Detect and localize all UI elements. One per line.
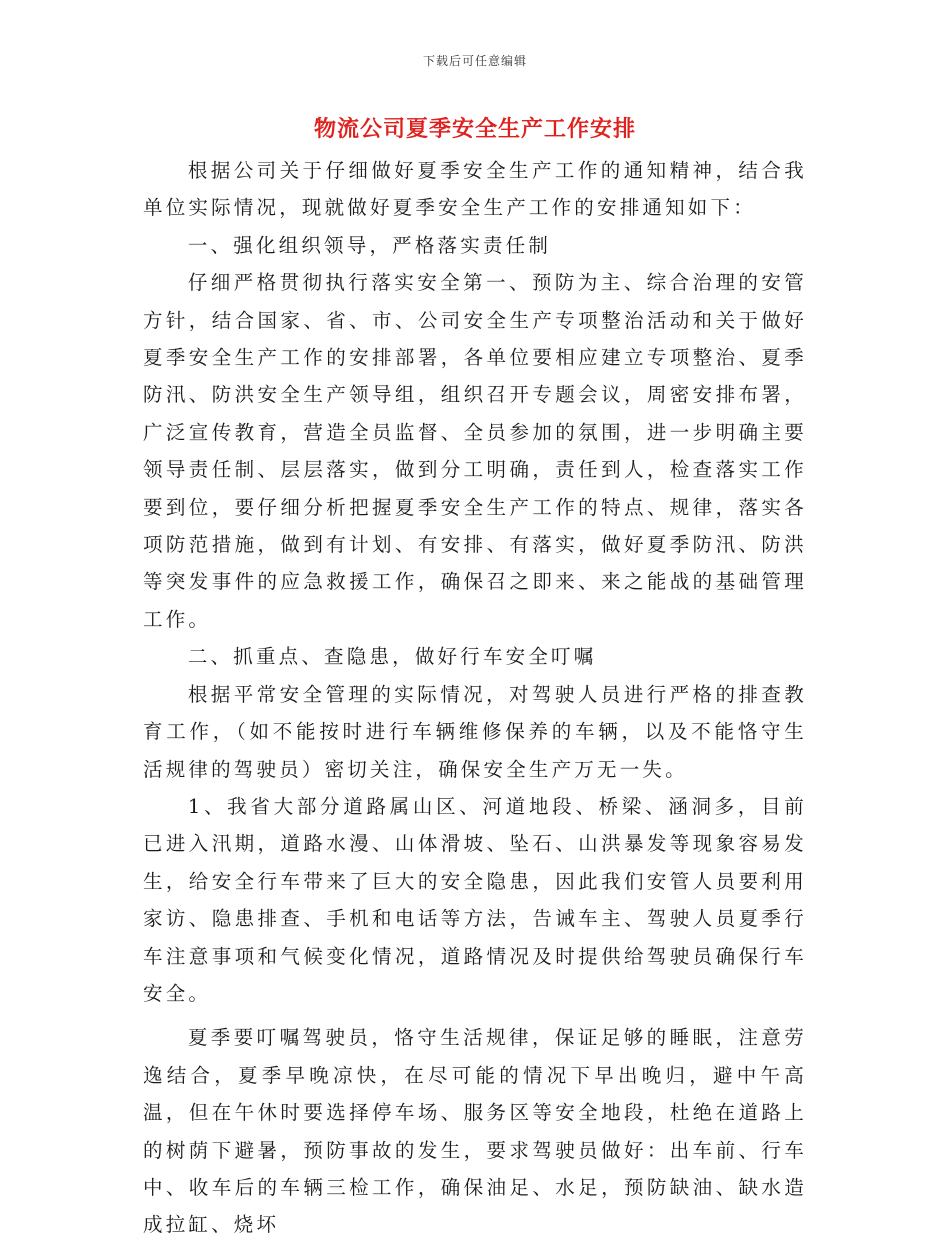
section-heading-2: 二、抓重点、查隐患，做好行车安全叮嘱: [187, 645, 597, 669]
document-title: 物流公司夏季安全生产工作安排: [313, 116, 636, 142]
item-1-paragraph: 1、我省大部分道路属山区、河道地段、桥梁、涵洞多，目前已进入汛期，道路水漫、山体滑坡、坠石、山洪暴发等现象容易发生，给安全行车带来了巨大的安全隐患，因此我们安管人员要利用家访、隐患排查、手机和电话等方法，告诫车主、驾驶人员夏季行车注意事项和气候变化情况，道路情况及时提供给驾驶员确保行车安全。: [143, 794, 807, 1005]
summer-reminder-paragraph: 夏季要叮嘱驾驶员，恪守生活规律，保证足够的睡眠，注意劳逸结合，夏季早晚凉快，在尽可能的情况下早出晚归，避中午高温，但在午休时要选择停车场、服务区等安全地段，杜绝在道路上的树荫下避暑，预防事故的发生，要求驾驶员做好：出车前、行车中、收车后的车辆三检工作，确保油足、水足，预防缺油、缺水造成拉缸、烧坏: [143, 1026, 807, 1237]
document-body: [143, 152, 807, 1244]
intro-paragraph: 根据公司关于仔细做好夏季安全生产工作的通知精神，结合我单位实际情况，现就做好夏季安全生产工作的安排通知如下：: [143, 159, 807, 220]
section-heading-1: 一、强化组织领导，严格落实责任制: [187, 233, 552, 257]
section-2-paragraph: 根据平常安全管理的实际情况，对驾驶人员进行严格的排查教育工作，（如不能按时进行车辆维修保养的车辆，以及不能恪守生活规律的驾驶员）密切关注，确保安全生产万无一失。: [143, 682, 807, 781]
section-1-paragraph: 仔细严格贯彻执行落实安全第一、预防为主、综合治理的安管方针，结合国家、省、市、公司安全生产专项整治活动和关于做好夏季安全生产工作的安排部署，各单位要相应建立专项整治、夏季防汛、防洪安全生产领导组，组织召开专题会议，周密安排布署，广泛宣传教育，营造全员监督、全员参加的氛围，进一步明确主要领导责任制、层层落实，做到分工明确，责任到人，检查落实工作要到位，要仔细分析把握夏季安全生产工作的特点、规律，落实各项防范措施，做到有计划、有安排、有落实，做好夏季防汛、防洪等突发事件的应急救援工作，确保召之即来、来之能战的基础管理工作。: [143, 271, 807, 631]
page-header-note: 下载后可任意编辑: [422, 54, 527, 68]
